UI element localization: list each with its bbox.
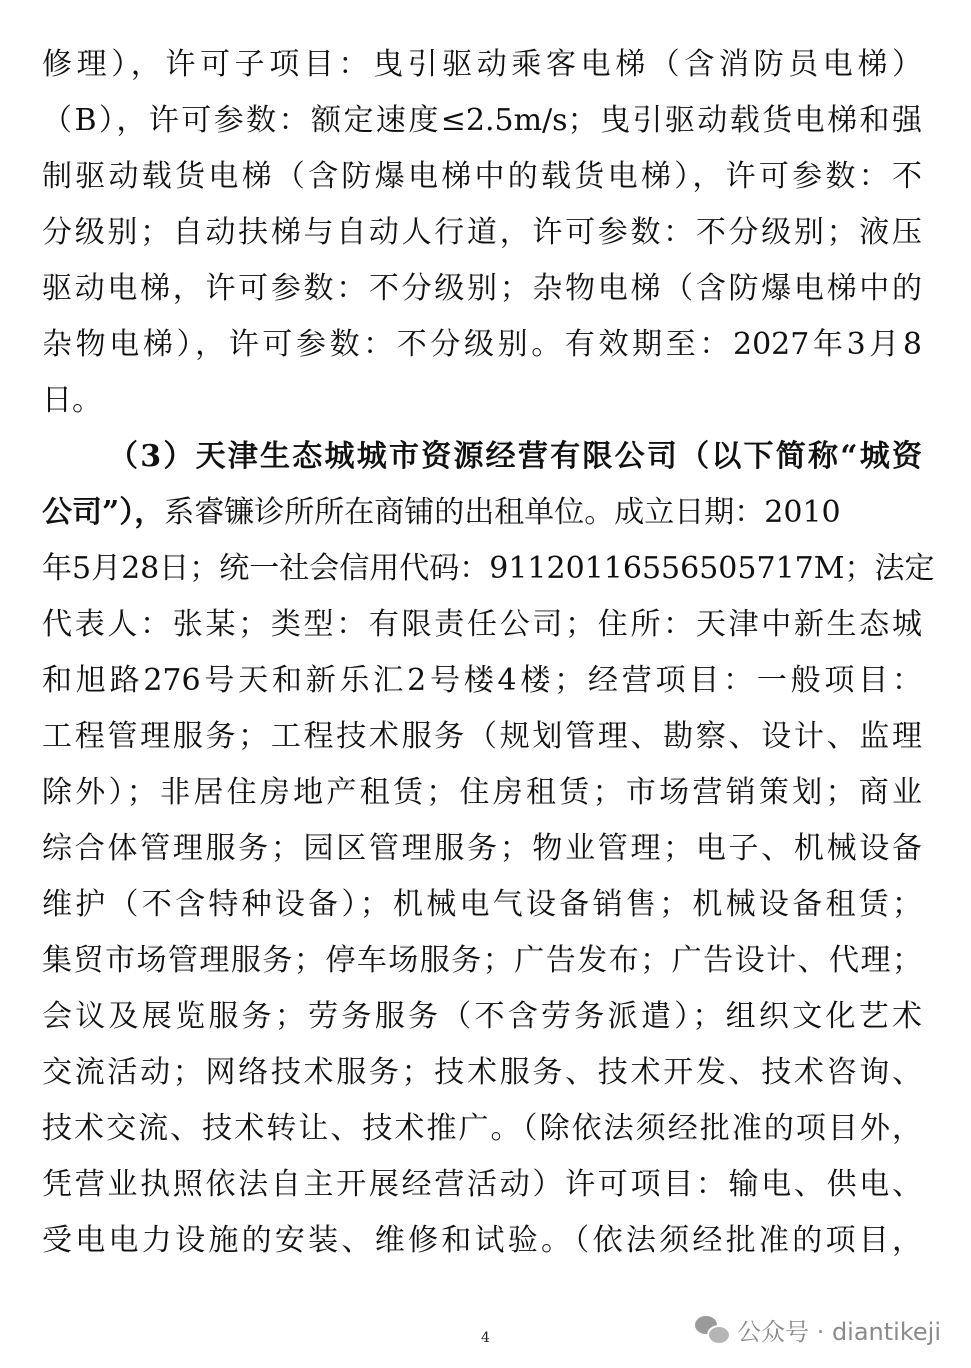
- text-line-13: 工程管理服务；工程技术服务（规划管理、勘察、设计、监理: [42, 719, 922, 754]
- watermark: [695, 1312, 941, 1347]
- text-line-12: 和旭路276号天和新乐汇2号楼4楼；经营项目：一般项目：: [42, 663, 922, 698]
- wechat-icon: [695, 1316, 729, 1344]
- text-line-2: （B），许可参数：额定速度≤2.5m/s；曳引驱动载货电梯和强: [42, 103, 922, 138]
- text-line-18: 会议及展览服务；劳务服务（不含劳务派遣）；组织文化艺术: [42, 999, 922, 1034]
- text-line-20: 技术交流、技术转让、技术推广。（除依法须经批准的项目外，: [42, 1111, 922, 1146]
- text-line-15: 综合体管理服务；园区管理服务；物业管理；电子、机械设备: [42, 831, 922, 866]
- text-line-21: 凭营业执照依法自主开展经营活动）许可项目：输电、供电、: [42, 1167, 922, 1202]
- text-line-16: 维护（不含特种设备）；机械电气设备销售；机械设备租赁；: [42, 887, 922, 922]
- section-heading-tail: 公司”），: [42, 495, 165, 530]
- text-line-10: 年5月28日；统一社会信用代码：91120116556505717M；法定: [42, 551, 935, 586]
- text-line-7: 日。: [42, 383, 102, 418]
- section-heading-line-2: [42, 485, 922, 541]
- text-line-17: 集贸市场管理服务；停车场服务；广告发布；广告设计、代理；: [42, 943, 922, 978]
- text-line-1: 修理），许可子项目：曳引驱动乘客电梯（含消防员电梯）: [42, 47, 922, 82]
- section-text-start: 系睿镰诊所所在商铺的出租单位。成立日期：2010: [164, 495, 841, 530]
- section-heading-line-1: （3）天津生态城城市资源经营有限公司（以下简称“城资: [108, 439, 922, 474]
- text-line-6: 杂物电梯），许可参数：不分级别。有效期至：2027年3月8: [42, 327, 922, 362]
- text-line-14: 除外）；非居住房地产租赁；住房租赁；市场营销策划；商业: [42, 775, 922, 810]
- page-number: 4: [481, 1330, 490, 1346]
- text-line-3: 制驱动载货电梯（含防爆电梯中的载货电梯），许可参数：不: [42, 159, 922, 194]
- watermark-text: 公众号 · diantikeji: [737, 1318, 941, 1346]
- text-line-4: 分级别；自动扶梯与自动人行道，许可参数：不分级别；液压: [42, 215, 922, 250]
- text-line-22: 受电电力设施的安装、维修和试验。（依法须经批准的项目，: [42, 1223, 922, 1258]
- text-line-11: 代表人：张某；类型：有限责任公司；住所：天津中新生态城: [42, 607, 922, 642]
- text-line-19: 交流活动；网络技术服务；技术服务、技术开发、技术咨询、: [42, 1055, 922, 1090]
- text-line-5: 驱动电梯，许可参数：不分级别；杂物电梯（含防爆电梯中的: [42, 271, 922, 306]
